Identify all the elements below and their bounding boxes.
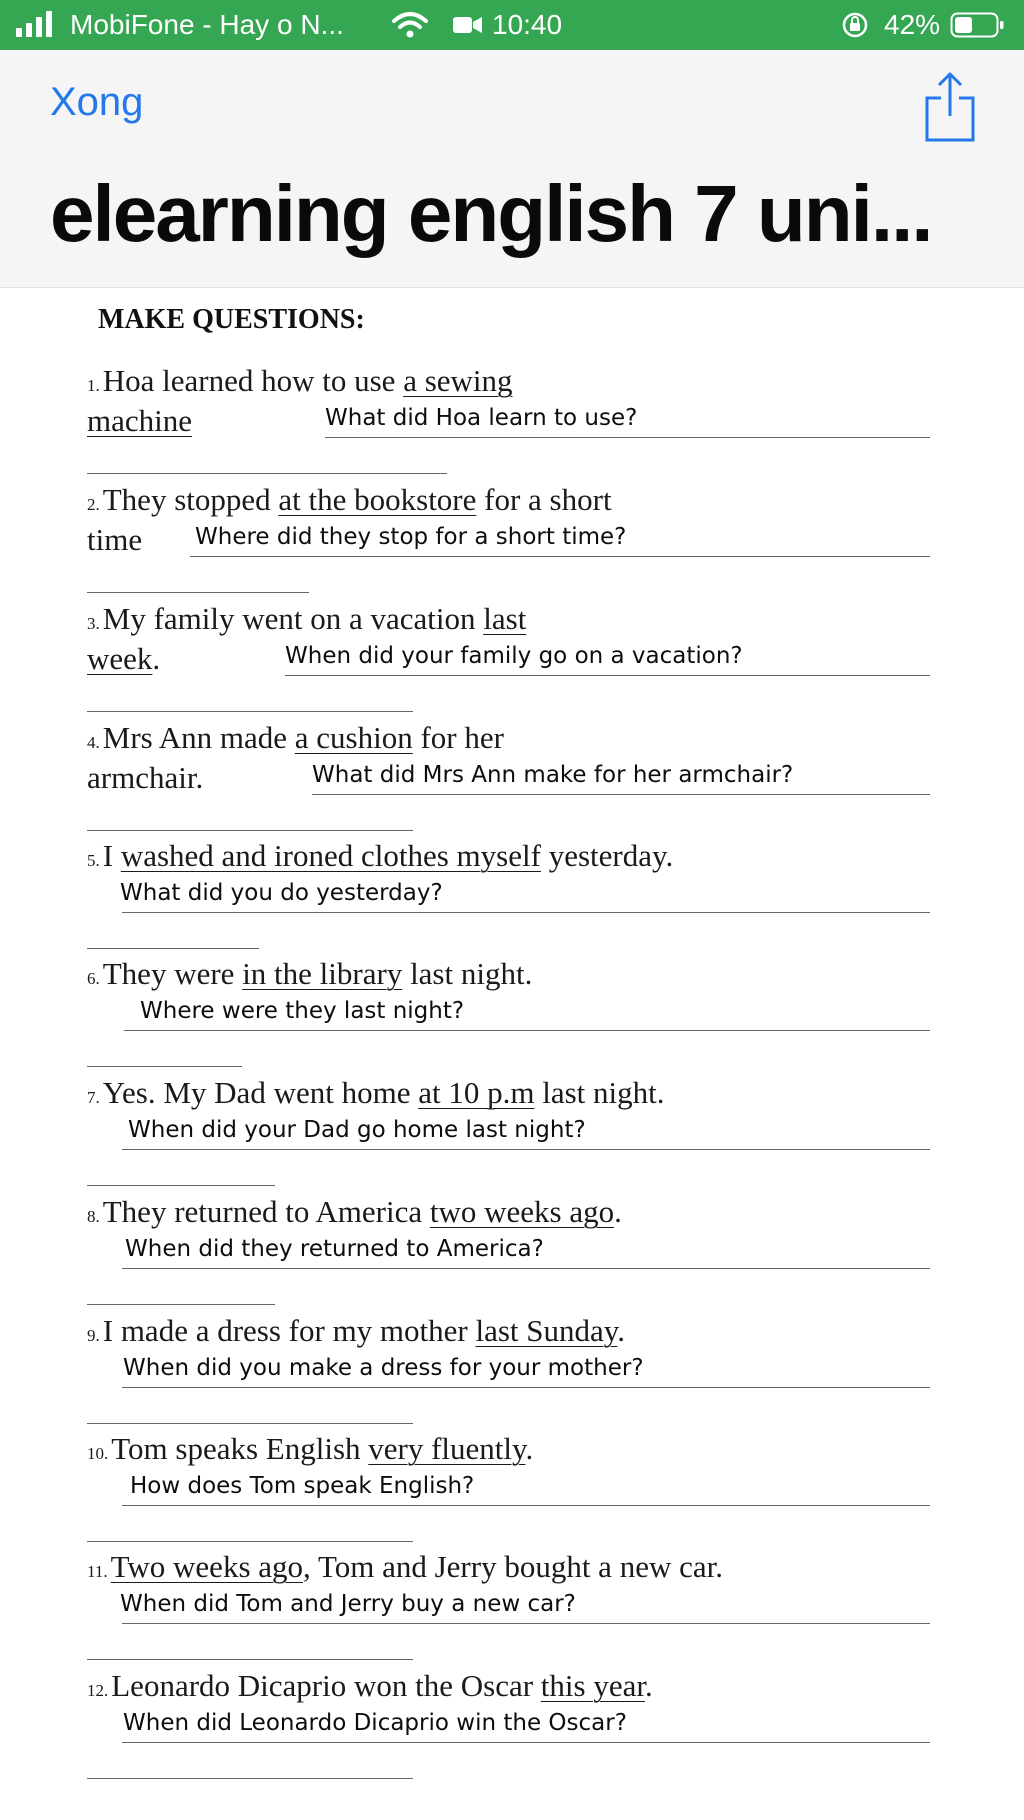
answer-line xyxy=(312,794,930,795)
question-text-before: Mrs Ann made xyxy=(102,720,295,755)
answer-text: When did Leonardo Dicaprio win the Oscar? xyxy=(123,1710,627,1736)
question-number: 4. xyxy=(87,733,100,752)
orientation-lock-icon xyxy=(840,0,870,50)
question-number: 11. xyxy=(87,1562,108,1581)
blank-line xyxy=(87,711,413,712)
blank-line xyxy=(87,1304,275,1305)
battery-icon xyxy=(950,0,1006,50)
answer-line xyxy=(190,556,930,557)
blank-line xyxy=(87,1778,413,1779)
question-continuation-text: time xyxy=(87,522,143,557)
question-continuation xyxy=(87,522,142,558)
question-underlined-part: washed and ironed clothes myself xyxy=(120,838,541,873)
question-item xyxy=(0,601,1024,720)
question-item xyxy=(0,1549,1024,1668)
question-text xyxy=(87,363,513,404)
video-camera-icon xyxy=(452,0,484,50)
question-underlined-part: last xyxy=(483,601,527,636)
answer-line xyxy=(122,1742,930,1743)
answer-line xyxy=(285,675,930,676)
answer-text: What did you do yesterday? xyxy=(120,880,443,906)
answer-line xyxy=(122,1387,930,1388)
answer-text: How does Tom speak English? xyxy=(130,1473,475,1499)
question-number: 9. xyxy=(87,1326,100,1345)
blank-line xyxy=(87,1423,413,1424)
answer-line xyxy=(122,1623,930,1624)
question-text-before: They were xyxy=(102,956,243,991)
question-text-before: Leonardo Dicaprio won the Oscar xyxy=(111,1668,541,1703)
question-underlined-part: at 10 p.m xyxy=(418,1075,535,1110)
question-text-after: . xyxy=(644,1668,653,1703)
answer-line xyxy=(122,1505,930,1506)
question-continuation-text: armchair. xyxy=(87,760,204,795)
question-underlined-part: this year xyxy=(540,1668,645,1703)
question-text xyxy=(87,1194,622,1235)
question-number: 10. xyxy=(87,1444,109,1463)
question-number: 7. xyxy=(87,1088,100,1107)
question-text-before: They stopped xyxy=(102,482,279,517)
answer-text: When did your family go on a vacation? xyxy=(285,643,743,669)
answer-line xyxy=(122,912,930,913)
question-item xyxy=(0,1431,1024,1550)
share-icon[interactable] xyxy=(922,68,978,144)
question-text xyxy=(87,956,532,997)
question-item xyxy=(0,363,1024,482)
status-bar xyxy=(0,0,1024,50)
question-text-before: Tom speaks English xyxy=(111,1431,369,1466)
question-text-after: for her xyxy=(412,720,504,755)
question-underlined-part: Two weeks ago xyxy=(110,1549,304,1584)
answer-line xyxy=(122,1268,930,1269)
question-item xyxy=(0,838,1024,957)
blank-line xyxy=(87,948,259,949)
answer-text: What did Hoa learn to use? xyxy=(325,405,638,431)
question-continuation xyxy=(87,403,192,439)
question-text-after: yesterday. xyxy=(540,838,674,873)
question-text xyxy=(87,601,526,642)
blank-line xyxy=(87,473,447,474)
question-text-after: for a short xyxy=(476,482,612,517)
question-continuation-text: . xyxy=(152,641,161,676)
question-number: 12. xyxy=(87,1681,109,1700)
question-number: 1. xyxy=(87,376,100,395)
blank-line xyxy=(87,830,413,831)
question-text-after: . xyxy=(614,1194,622,1229)
question-number: 2. xyxy=(87,495,100,514)
question-item xyxy=(0,956,1024,1075)
question-text xyxy=(87,1075,664,1116)
status-time: 10:40 xyxy=(492,9,563,40)
question-continuation xyxy=(87,760,203,796)
document-view xyxy=(0,288,1024,1820)
question-text-after: , Tom and Jerry bought a new car. xyxy=(303,1549,723,1584)
cellular-signal-icon xyxy=(16,0,52,50)
answer-line xyxy=(325,437,930,438)
question-item xyxy=(0,1313,1024,1432)
carrier-name: MobiFone - Hay o N... xyxy=(70,9,344,40)
page-title: elearning english 7 uni... xyxy=(50,169,932,258)
question-item xyxy=(0,1194,1024,1313)
question-text-after: last night. xyxy=(402,956,533,991)
question-number: 3. xyxy=(87,614,100,633)
blank-line xyxy=(87,592,309,593)
answer-text: When did they returned to America? xyxy=(125,1236,544,1262)
answer-line xyxy=(122,1149,930,1150)
question-text-after: . xyxy=(525,1431,534,1466)
blank-line xyxy=(87,1066,242,1067)
question-number: 5. xyxy=(87,851,100,870)
question-text xyxy=(87,1549,723,1590)
answer-text: What did Mrs Ann make for her armchair? xyxy=(312,762,794,788)
battery-percent: 42% xyxy=(884,9,941,40)
question-underlined-part: a sewing xyxy=(403,363,513,398)
question-underlined-part: a cushion xyxy=(294,720,413,755)
question-text xyxy=(87,1313,625,1354)
answer-line xyxy=(124,1030,930,1031)
question-text-after: . xyxy=(617,1313,626,1348)
question-text xyxy=(87,838,673,879)
blank-line xyxy=(87,1185,275,1186)
question-text-before: Hoa learned how to use xyxy=(102,363,404,398)
question-item xyxy=(0,1075,1024,1194)
question-underlined-part: very fluently xyxy=(368,1431,526,1466)
answer-text: When did your Dad go home last night? xyxy=(128,1117,586,1143)
question-text xyxy=(87,720,504,761)
question-continuation-underlined: machine xyxy=(87,403,193,438)
question-text xyxy=(87,1431,533,1472)
question-text-before: Yes. My Dad went home xyxy=(102,1075,419,1110)
question-item xyxy=(0,720,1024,839)
question-underlined-part: at the bookstore xyxy=(278,482,477,517)
question-number: 8. xyxy=(87,1207,100,1226)
question-text-before: My family went on a vacation xyxy=(102,601,484,636)
answer-text: When did Tom and Jerry buy a new car? xyxy=(120,1591,576,1617)
question-underlined-part: in the library xyxy=(242,956,403,991)
question-item xyxy=(0,482,1024,601)
answer-text: Where were they last night? xyxy=(140,998,465,1024)
blank-line xyxy=(87,1659,413,1660)
question-item xyxy=(0,1668,1024,1787)
done-button[interactable]: Xong xyxy=(50,80,144,124)
document-heading: MAKE QUESTIONS: xyxy=(98,304,365,335)
answer-text: When did you make a dress for your mother? xyxy=(123,1355,644,1381)
question-number: 6. xyxy=(87,969,100,988)
question-text-before: I made a dress for my mother xyxy=(102,1313,476,1348)
question-continuation-underlined: week xyxy=(87,641,153,676)
question-underlined-part: last Sunday xyxy=(475,1313,618,1348)
answer-text: Where did they stop for a short time? xyxy=(195,524,627,550)
wifi-icon xyxy=(392,0,428,50)
question-continuation xyxy=(87,641,160,677)
question-text xyxy=(87,482,612,523)
navigation-header xyxy=(0,50,1024,288)
question-text-after: last night. xyxy=(534,1075,665,1110)
blank-line xyxy=(87,1541,413,1542)
question-text xyxy=(87,1668,653,1709)
question-underlined-part: two weeks ago xyxy=(429,1194,615,1229)
question-text-before: I xyxy=(102,838,121,873)
question-text-before: They returned to America xyxy=(102,1194,430,1229)
